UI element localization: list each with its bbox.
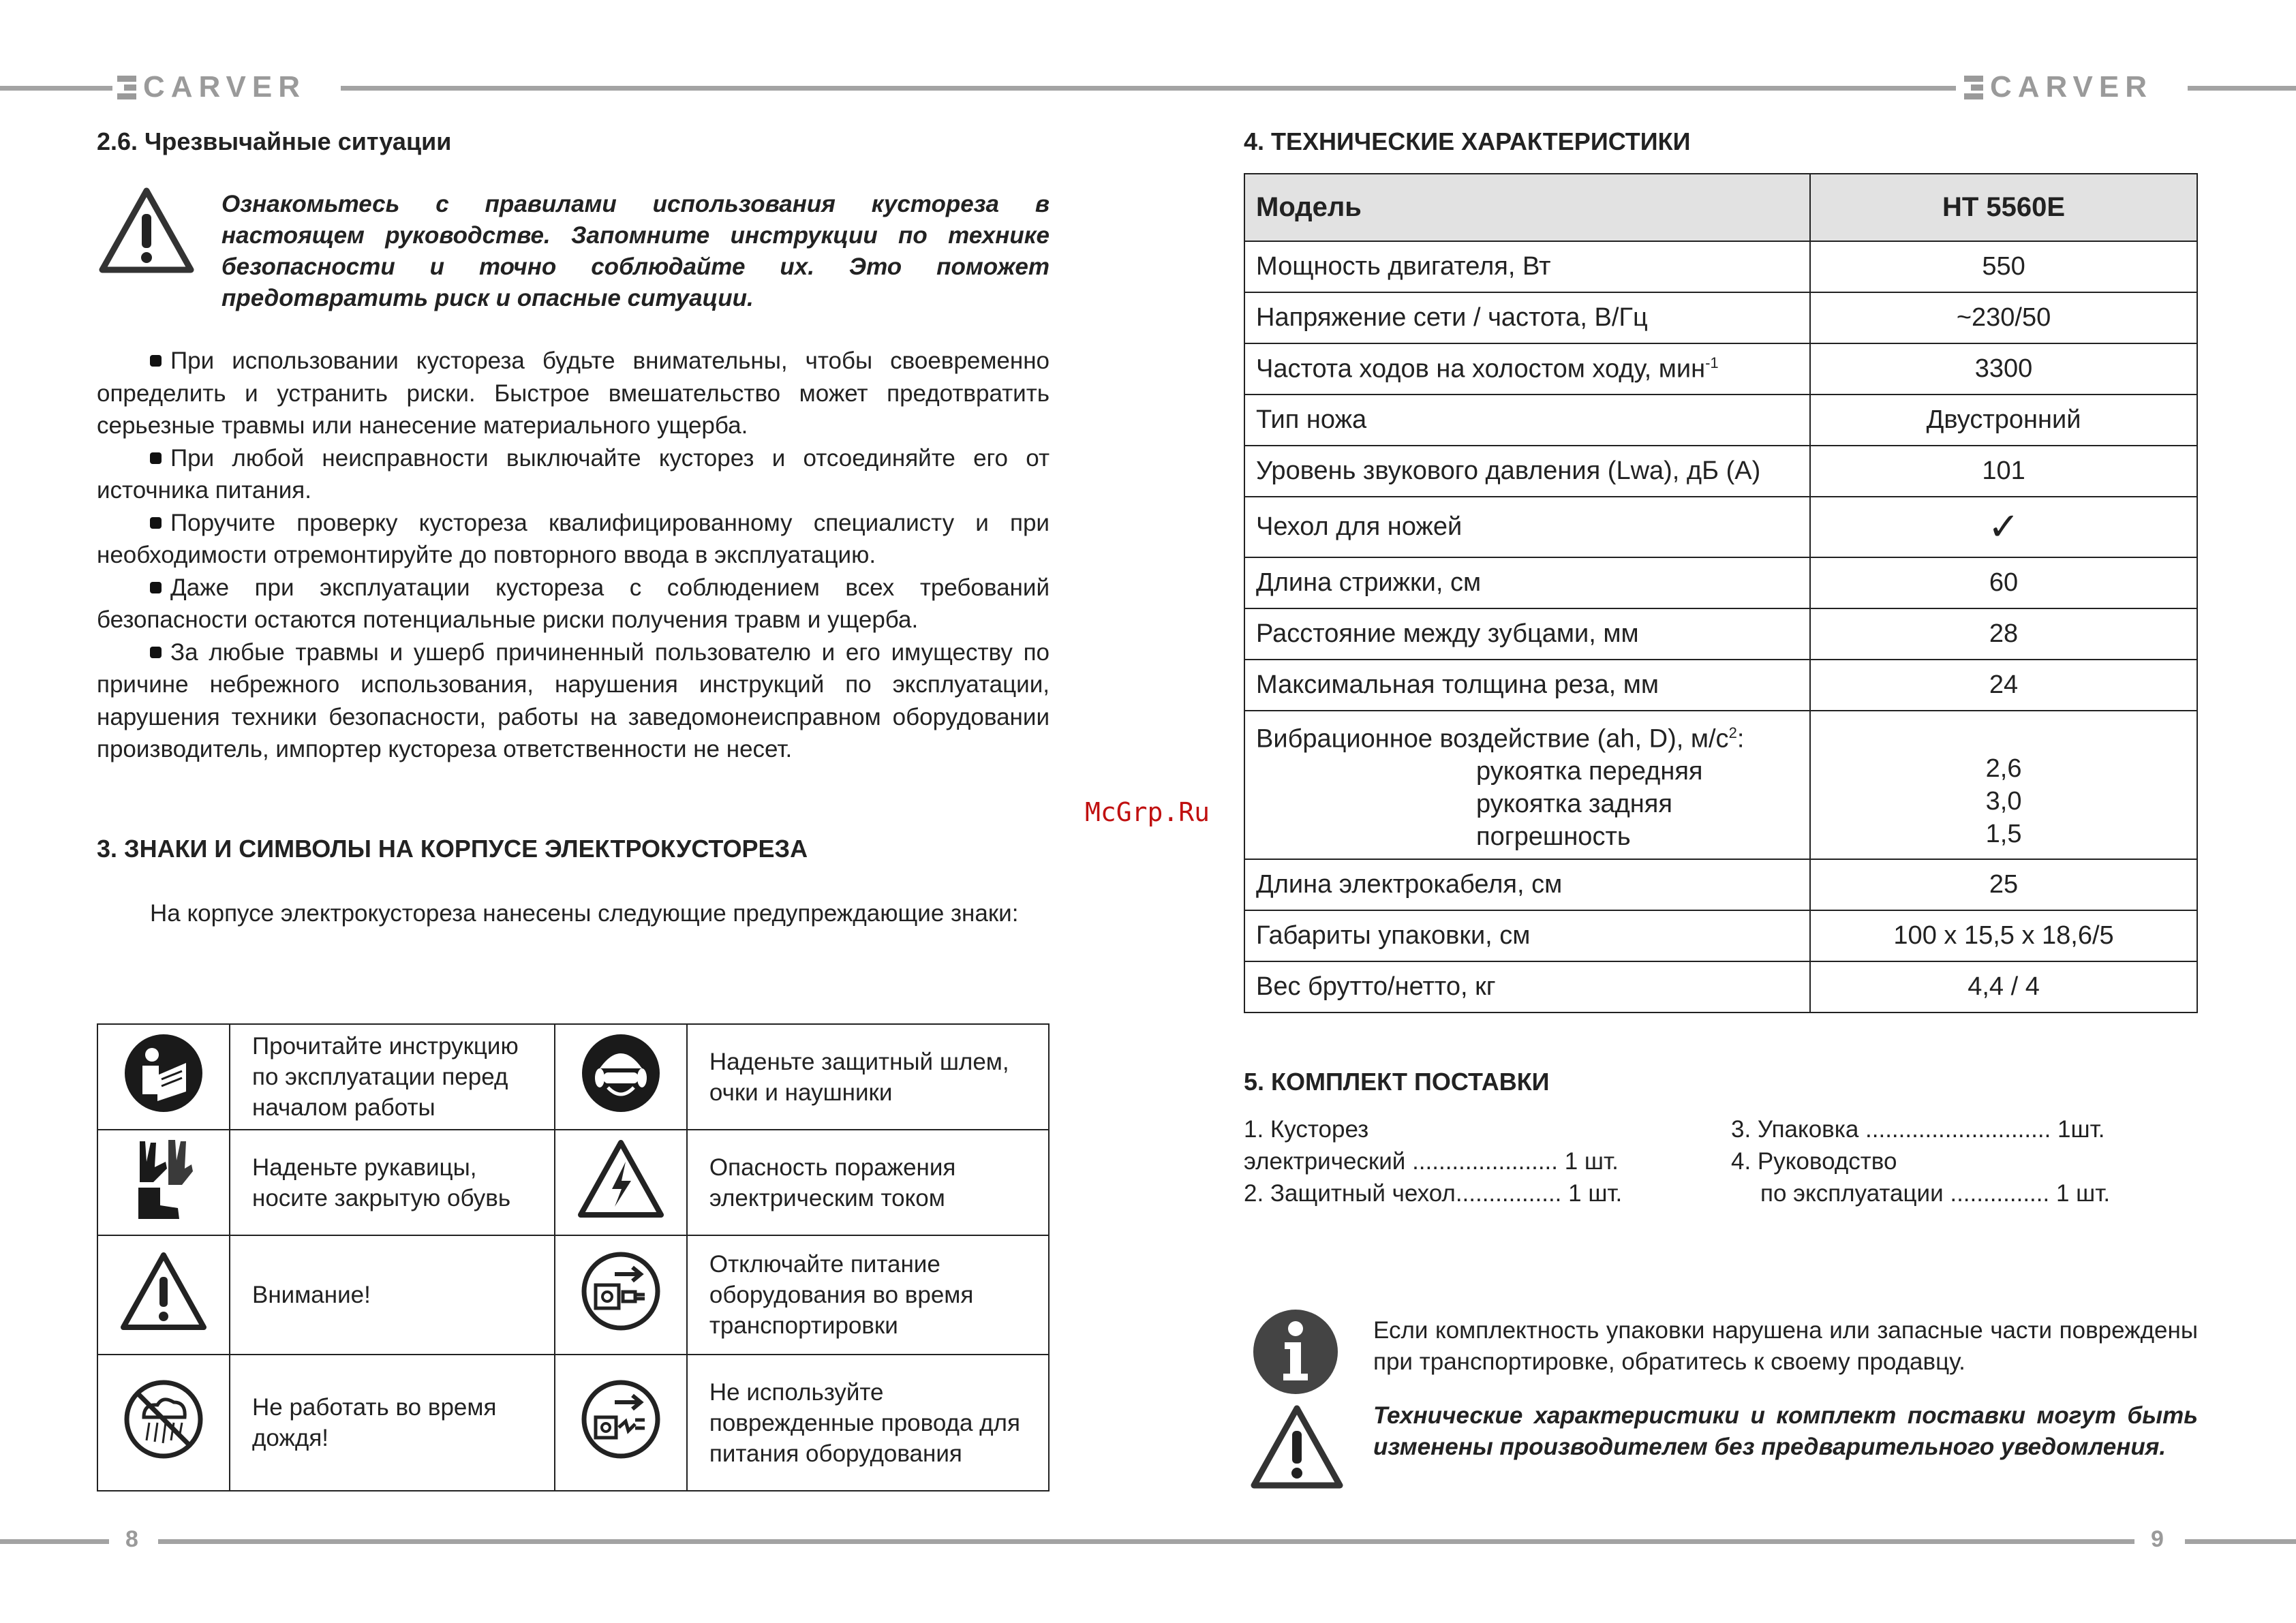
- sign-icon-cell: [97, 1024, 230, 1130]
- electric-shock-icon: [577, 1139, 665, 1219]
- spec-label: Уровень звукового давления (Lwa), дБ (А): [1244, 446, 1810, 497]
- spec-label: Напряжение сети / частота, В/Гц: [1244, 292, 1810, 343]
- watermark: McGrp.Ru: [1085, 797, 1210, 827]
- sign-text: Опасность поражения электрическим током: [687, 1130, 1049, 1235]
- spec-label-cell: [1244, 343, 1810, 395]
- spec-row: [1244, 241, 2197, 292]
- vibration-title: [1256, 717, 1798, 756]
- sign-text: Не используйте поврежденные провода для питания оборудования: [687, 1355, 1049, 1491]
- spec-table: [1244, 173, 2198, 1013]
- sign-icon-cell: [555, 1355, 687, 1491]
- spec-header-label: Модель: [1244, 174, 1810, 241]
- sign-text: Прочитайте инструкцию по эксплуатации перед началом работы: [230, 1024, 555, 1130]
- footer-rule-middle: [158, 1539, 2134, 1544]
- spec-label: Длина электрокабеля, см: [1244, 859, 1810, 910]
- sign-icon-cell: [97, 1235, 230, 1355]
- kit-line: по эксплуатации ............... 1 шт.: [1760, 1180, 2111, 1207]
- read-manual-icon: [123, 1033, 204, 1113]
- kit-line: электрический ...................... 1 шт.: [1244, 1148, 1619, 1175]
- brand-name: CARVER: [143, 70, 307, 104]
- vibration-item-value: 1,5: [1985, 820, 2022, 848]
- spec-label: Длина стрижки, см: [1244, 557, 1810, 608]
- spec-row: [1244, 497, 2197, 557]
- spec-value: 4,4 / 4: [1810, 961, 2197, 1013]
- signs-row: [97, 1235, 1049, 1355]
- vibration-label: Вибрационное воздействие (ah, D), м/с: [1256, 724, 1729, 754]
- section-26-bullets: [97, 345, 1050, 766]
- sign-text: Наденьте защитный шлем, очки и наушники: [687, 1024, 1049, 1130]
- sign-icon-cell: [555, 1235, 687, 1355]
- spec-row: [1244, 395, 2197, 446]
- vibration-item-value: 2,6: [1985, 754, 2022, 783]
- spec-row: [1244, 608, 2197, 660]
- spec-label: Чехол для ножей: [1244, 497, 1810, 557]
- spec-label: Расстояние между зубцами, мм: [1244, 608, 1810, 660]
- gloves-boots-icon: [126, 1134, 201, 1223]
- vibration-values: [1810, 711, 2197, 859]
- info-icon: [1252, 1308, 1339, 1395]
- spec-row: [1244, 961, 2197, 1013]
- brand-name: CARVER: [1990, 70, 2154, 104]
- bullet-item: При любой неисправности выключайте кусторез и отсоединяйте его от источника питания.: [97, 442, 1050, 507]
- section-3-title: 3. ЗНАКИ И СИМВОЛЫ НА КОРПУСЕ ЭЛЕКТРОКУСТОРЕЗА: [97, 835, 808, 863]
- spec-value: Двустронний: [1810, 395, 2197, 446]
- bullet-item: За любые травмы и ушерб причиненный пользователю и его имуществу по причине небрежного использования, нарушения инструкций по эксплуатации, нарушения техники безопасности, работы на заведомонеисправном оборудовании производитель, импортер кустореза ответственности не несет.: [97, 636, 1050, 766]
- bullet-item: Поручите проверку кустореза квалифицированному специалисту и при необходимости отремонтируйте до повторного ввода в эксплуатацию.: [97, 507, 1050, 572]
- signs-row: [97, 1024, 1049, 1130]
- spec-label: Максимальная толщина реза, мм: [1244, 660, 1810, 711]
- spec-change-warning: Технические характеристики и комплект поставки могут быть изменены производителем без предварительного уведомления.: [1373, 1402, 2198, 1460]
- kit-line: 1. Кусторез: [1244, 1116, 1369, 1143]
- vibration-sup: 2: [1728, 724, 1737, 741]
- vibration-labels: [1244, 711, 1810, 859]
- info-note: Если комплектность упаковки нарушена или запасные части повреждены при транспортировке, обратитесь к своему продавцу.: [1373, 1317, 2198, 1375]
- sign-text: Внимание!: [230, 1235, 555, 1355]
- sign-icon-cell: [97, 1355, 230, 1491]
- spec-value: 60: [1810, 557, 2197, 608]
- sign-icon-cell: [97, 1130, 230, 1235]
- spec-row: [1244, 660, 2197, 711]
- no-rain-icon: [123, 1379, 204, 1459]
- footer-rule-left: [0, 1539, 109, 1544]
- kit-column-1: [1244, 1113, 1622, 1209]
- damaged-cable-icon: [581, 1379, 661, 1459]
- header-rule-left: [0, 86, 112, 91]
- checkmark-icon: ✓: [1987, 505, 2020, 549]
- kit-line: 3. Упаковка ............................ 1шт.: [1731, 1116, 2105, 1143]
- spec-header-row: [1244, 174, 2197, 241]
- page-number-right: 9: [2151, 1526, 2164, 1552]
- spec-row: [1244, 446, 2197, 497]
- spec-row: [1244, 859, 2197, 910]
- vibration-item-value: 3,0: [1985, 787, 2022, 816]
- spec-label: Тип ножа: [1244, 395, 1810, 446]
- kit-line: 2. Защитный чехол................ 1 шт.: [1244, 1180, 1623, 1207]
- spec-row: [1244, 557, 2197, 608]
- spec-value: 3300: [1810, 343, 2197, 395]
- spec-value: 101: [1810, 446, 2197, 497]
- sign-icon-cell: [555, 1024, 687, 1130]
- bullet-item: Даже при эксплуатации кустореза с соблюдением всех требований безопасности остаются потенциальные риски получения травм и ущерба.: [97, 572, 1050, 636]
- kit-column-2: [1731, 1113, 2110, 1209]
- logo-mark-icon: [117, 76, 136, 99]
- warning-triangle-icon: [1249, 1404, 1345, 1491]
- header-rule-right: [2188, 86, 2296, 91]
- spec-value: 550: [1810, 241, 2197, 292]
- section-4-title: 4. ТЕХНИЧЕСКИЕ ХАРАКТЕРИСТИКИ: [1244, 127, 1691, 155]
- page-number-left: 8: [125, 1526, 138, 1552]
- spec-label: Частота ходов на холостом ходу, мин: [1256, 354, 1706, 384]
- signs-row: [97, 1130, 1049, 1235]
- section-3-intro: [97, 894, 1050, 933]
- section-3-intro-text: На корпусе электрокустореза нанесены следующие предупреждающие знаки:: [150, 900, 1019, 927]
- footer-rule-right: [2185, 1539, 2296, 1544]
- logo-mark-icon: [1964, 76, 1983, 99]
- warning-triangle-icon: [97, 185, 196, 275]
- spec-label: Мощность двигателя, Вт: [1244, 241, 1810, 292]
- spec-value: 25: [1810, 859, 2197, 910]
- unplug-icon: [581, 1251, 661, 1331]
- warning-signs-table: [97, 1023, 1050, 1491]
- spec-row: [1244, 343, 2197, 395]
- vibration-colon: :: [1736, 724, 1745, 754]
- spec-label-sup: -1: [1705, 354, 1719, 371]
- spec-row: [1244, 910, 2197, 961]
- spec-value: 28: [1810, 608, 2197, 660]
- section-26-title: 2.6. Чрезвычайные ситуации: [97, 127, 452, 155]
- brand-logo-left: [117, 72, 306, 102]
- section-5-title: 5. КОМПЛЕКТ ПОСТАВКИ: [1244, 1068, 1550, 1096]
- spec-row: [1244, 292, 2197, 343]
- helmet-goggles-earmuffs-icon: [581, 1033, 661, 1113]
- sign-text: Не работать во время дождя!: [230, 1355, 555, 1491]
- brand-logo-right: [1964, 72, 2153, 102]
- vibration-item-label: погрешность: [1476, 822, 1631, 852]
- sign-icon-cell: [555, 1130, 687, 1235]
- spec-value-cell: [1810, 497, 2197, 557]
- spec-value: ~230/50: [1810, 292, 2197, 343]
- spec-value: 100 х 15,5 х 18,6/5: [1810, 910, 2197, 961]
- vibration-item-label: рукоятка задняя: [1476, 790, 1672, 819]
- section-26-warning: Ознакомьтесь с правилами использования кустореза в настоящем руководстве. Запомните инструкции по технике безопасности и точно соблюдайте их. Это поможет предотвратить риск и опасные ситуации.: [221, 191, 1050, 311]
- kit-line: 4. Руководство: [1731, 1148, 1897, 1175]
- header-rule-middle: [341, 86, 1956, 91]
- signs-row: [97, 1355, 1049, 1491]
- spec-value: 24: [1810, 660, 2197, 711]
- warning-triangle-icon: [119, 1251, 208, 1331]
- spec-row-vibration: [1244, 711, 2197, 859]
- spec-label: Вес брутто/нетто, кг: [1244, 961, 1810, 1013]
- sign-text: Наденьте рукавицы, носите закрытую обувь: [230, 1130, 555, 1235]
- sign-text: Отключайте питание оборудования во время транспортировки: [687, 1235, 1049, 1355]
- spec-label: Габариты упаковки, см: [1244, 910, 1810, 961]
- vibration-item-label: рукоятка передняя: [1476, 757, 1703, 786]
- bullet-item: При использовании кустореза будьте внимательны, чтобы своевременно определить и устранить риски. Быстрое вмешательство может предотвратить серьезные травмы или нанесение материального ущерба.: [97, 345, 1050, 442]
- spec-header-value: HT 5560E: [1810, 174, 2197, 241]
